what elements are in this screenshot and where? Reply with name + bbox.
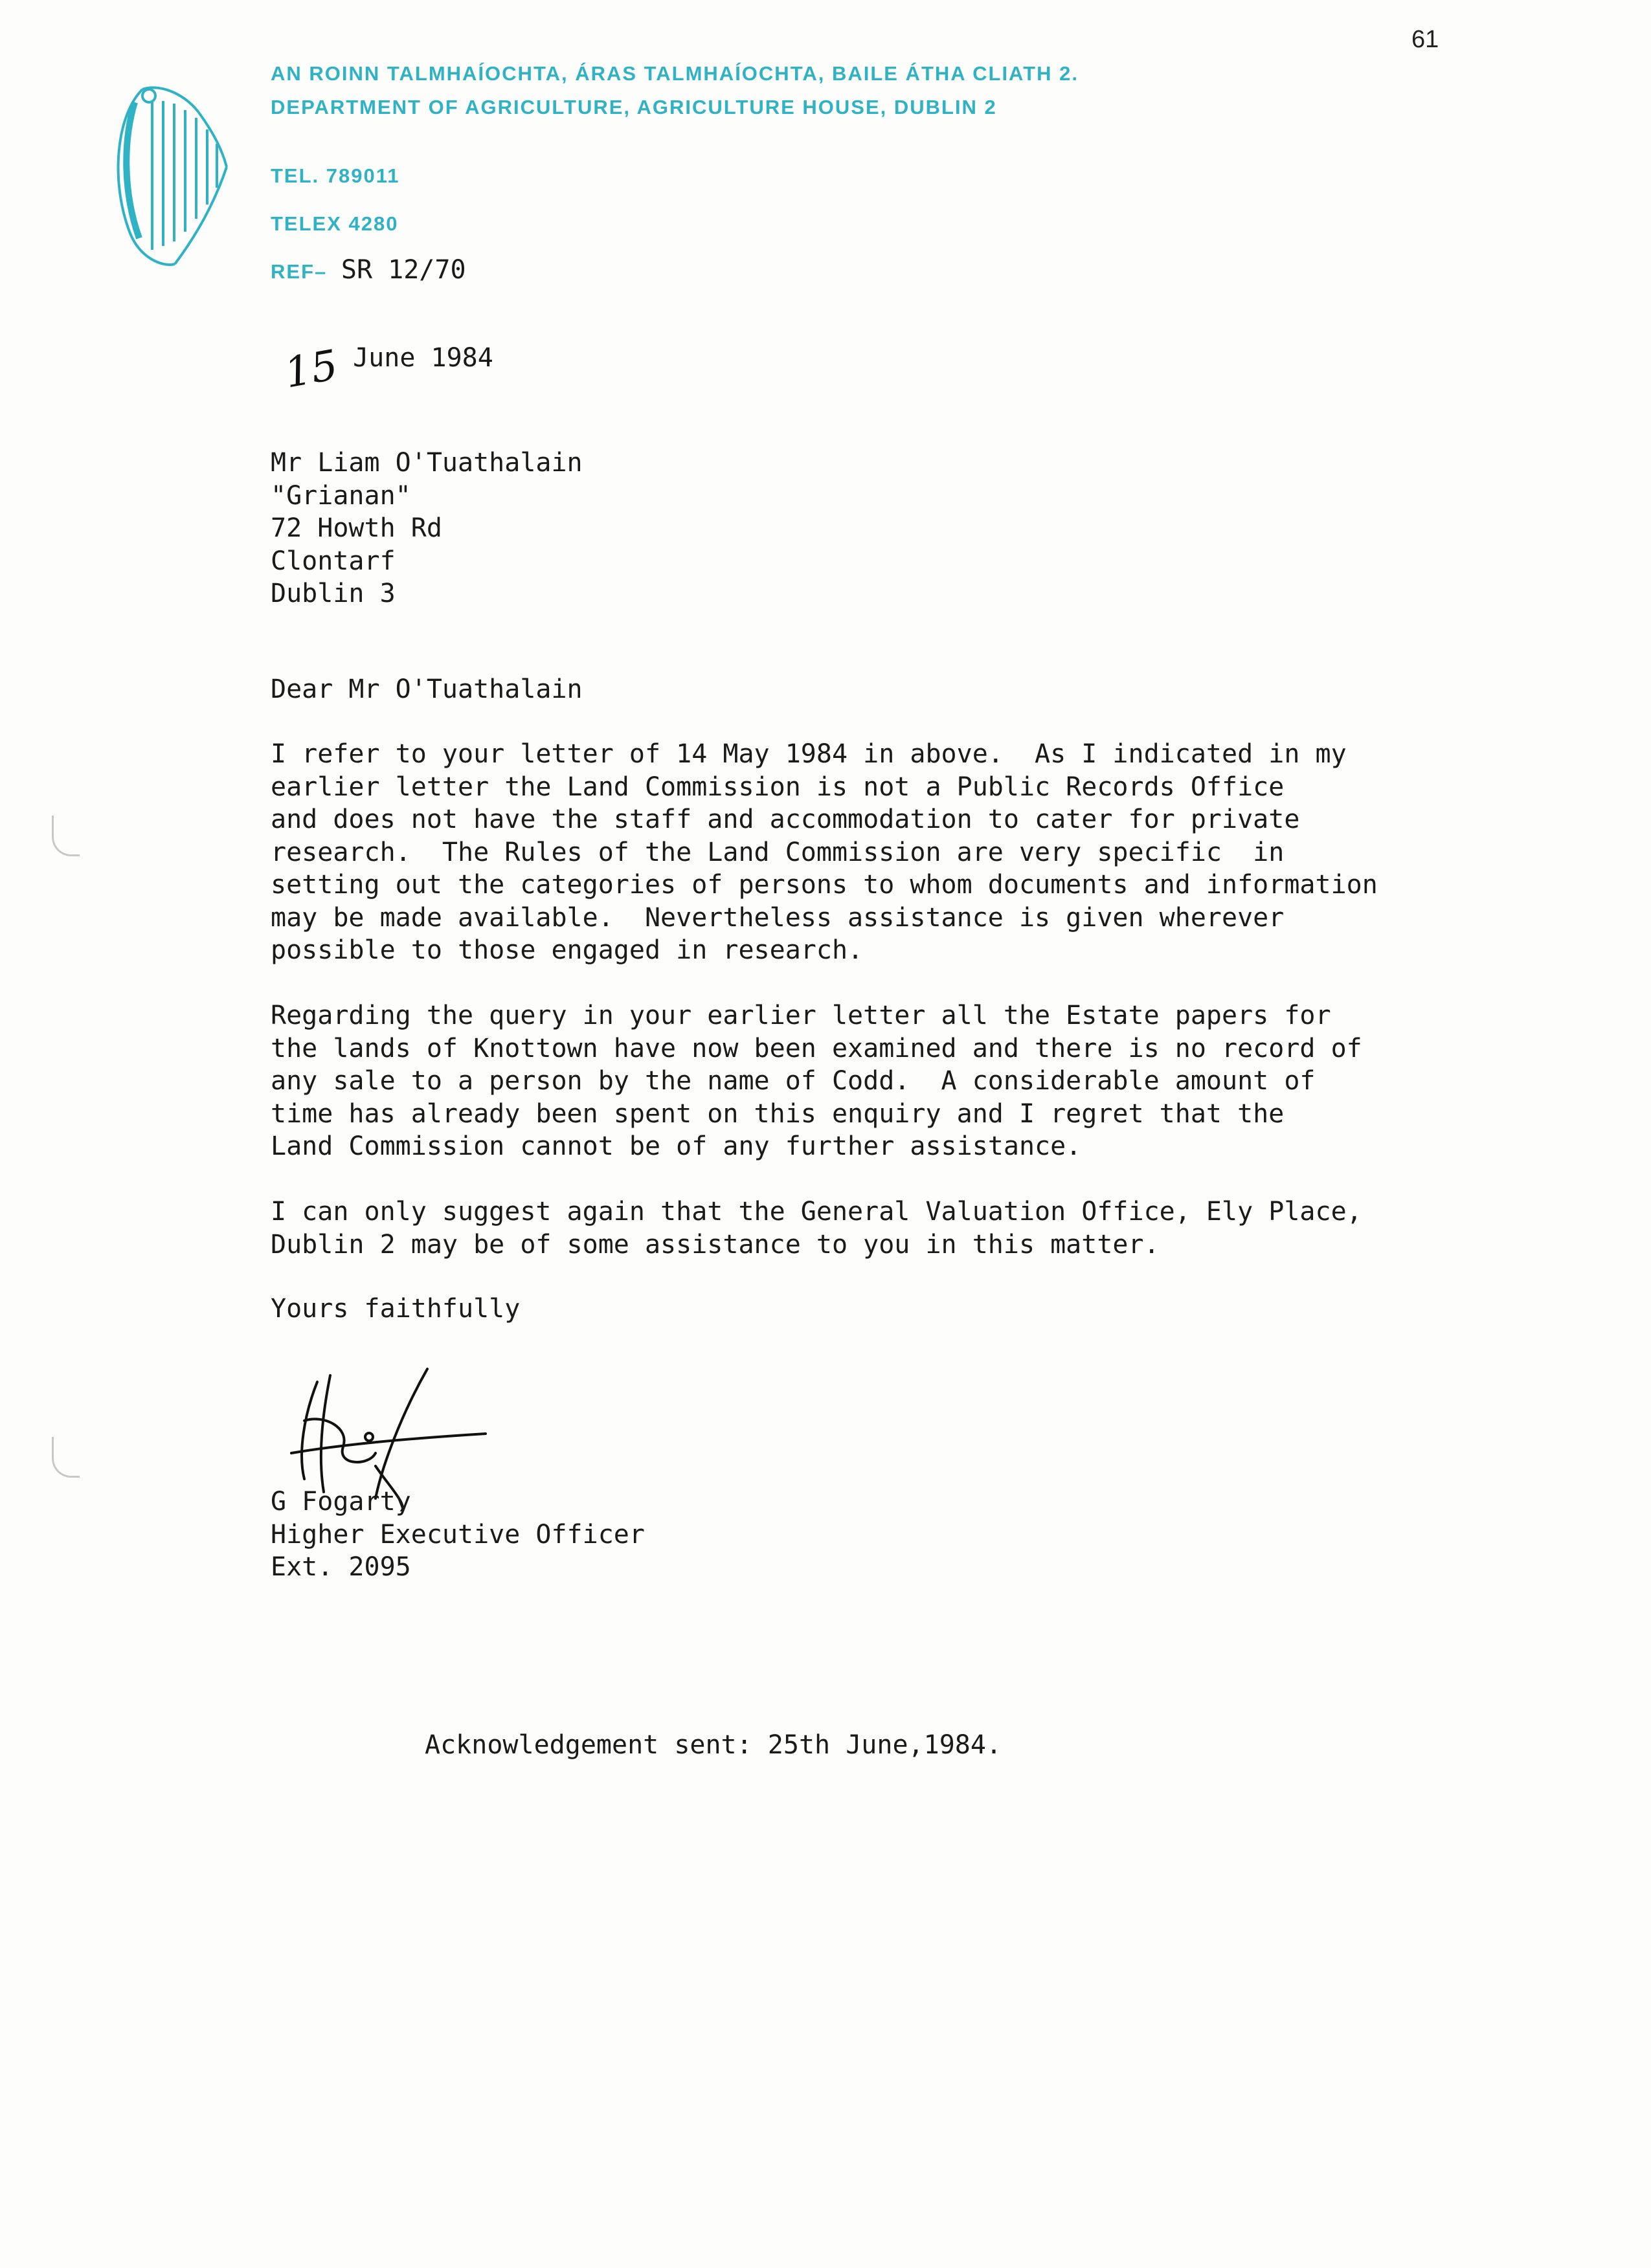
body-line: Land Commission cannot be of any further assistance. [271, 1131, 1082, 1161]
recipient-address [271, 447, 583, 610]
harp-icon [104, 76, 233, 271]
body-line: Dublin 2 may be of some assistance to you in this matter. [271, 1229, 1160, 1260]
body-line: Regarding the query in your earlier letter all the Estate papers for [271, 1001, 1331, 1030]
address-line: 72 Howth Rd [271, 513, 442, 543]
body-line: I can only suggest again that the General Valuation Office, Ely Place, [271, 1197, 1362, 1227]
body-line: the lands of Knottown have now been examined and there is no record of [271, 1033, 1362, 1063]
salutation: Dear Mr O'Tuathalain [271, 674, 583, 704]
body-line: may be made available. Nevertheless assistance is given wherever [271, 902, 1285, 933]
telephone: TEL. 789011 [271, 164, 400, 187]
body-line: time has already been spent on this enquiry and I regret that the [271, 1098, 1285, 1129]
address-line: Clontarf [271, 546, 396, 576]
telex: TELEX 4280 [271, 212, 399, 235]
body-line: any sale to a person by the name of Codd. A considerable amount of [271, 1066, 1316, 1096]
address-line: Dublin 3 [271, 579, 396, 608]
letterhead [271, 62, 1079, 129]
letterhead-irish: AN ROINN TALMHAÍOCHTA, ÁRAS TALMHAÍOCHTA, BAILE ÁTHA CLIATH 2. [271, 62, 1079, 85]
body-line: I refer to your letter of 14 May 1984 in above. As I indicated in my [271, 739, 1347, 769]
letter-date [281, 341, 493, 398]
body-line: setting out the categories of persons to whom documents and information [271, 870, 1378, 900]
signer-block [271, 1485, 645, 1584]
body-paragraph-2 [271, 999, 1362, 1163]
address-line: Mr Liam O'Tuathalain [271, 448, 583, 478]
punch-hole-mark [52, 816, 80, 856]
body-line: earlier letter the Land Commission is not a Public Records Office [271, 772, 1285, 802]
page-number: 61 [1411, 26, 1439, 53]
signer-name: G Fogarty [271, 1487, 411, 1517]
reference [271, 255, 466, 285]
body-line: possible to those engaged in research. [271, 935, 864, 965]
date-day-handwritten: 15 [281, 341, 342, 398]
reference-label: REF– [271, 260, 328, 283]
signer-title: Higher Executive Officer [271, 1519, 645, 1550]
punch-hole-mark [52, 1437, 80, 1478]
date-month-year: June 1984 [353, 343, 493, 373]
body-line: research. The Rules of the Land Commission are very specific in [271, 837, 1285, 867]
acknowledgement-note: Acknowledgement sent: 25th June,1984. [425, 1730, 1002, 1760]
letterhead-english: DEPARTMENT OF AGRICULTURE, AGRICULTURE HOUSE, DUBLIN 2 [271, 96, 997, 118]
body-line: and does not have the staff and accommodation to cater for private [271, 805, 1300, 834]
reference-value: SR 12/70 [341, 255, 466, 285]
signer-extension: Ext. 2095 [271, 1552, 411, 1582]
address-line: "Grianan" [271, 480, 411, 511]
body-paragraph-1 [271, 738, 1378, 967]
body-paragraph-3 [271, 1195, 1362, 1261]
closing: Yours faithfully [271, 1294, 521, 1324]
